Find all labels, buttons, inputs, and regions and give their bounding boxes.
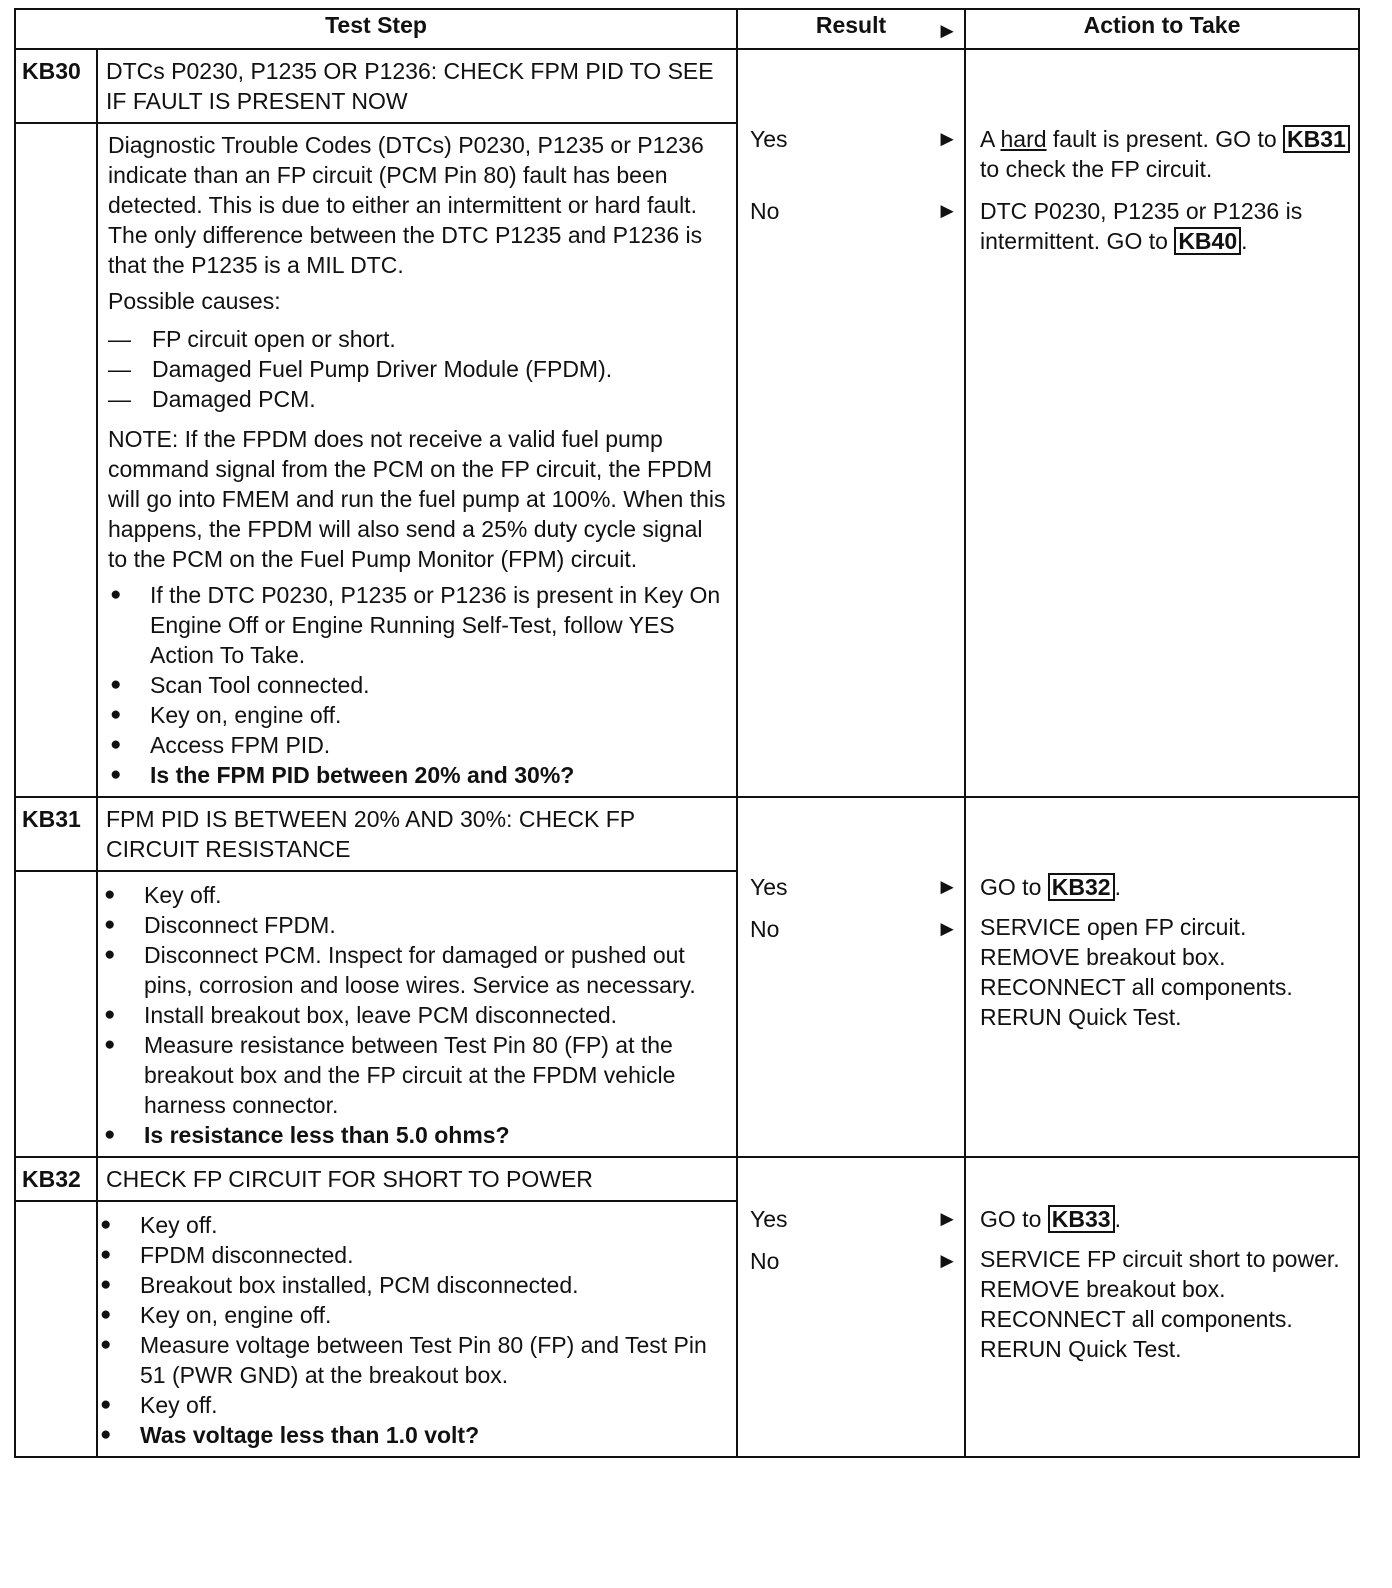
action-text: . xyxy=(1114,1206,1121,1232)
action-cell-kb30 xyxy=(965,49,1359,797)
action-text: . xyxy=(1114,874,1121,900)
action-text: . xyxy=(1241,228,1248,254)
list-item: ● Key off. xyxy=(102,880,726,910)
arrow-right-icon: ► xyxy=(936,1206,959,1231)
result-no-label: No xyxy=(750,916,780,942)
result-yes-kb32 xyxy=(738,1204,964,1234)
result-no-kb30 xyxy=(738,196,964,226)
header-result-label: Result xyxy=(815,12,887,38)
action-cell-kb31 xyxy=(965,797,1359,1157)
procedure-list xyxy=(102,880,726,1150)
arrow-right-icon: ► xyxy=(936,18,959,43)
result-no-label: No xyxy=(750,198,780,224)
list-item: ● Install breakout box, leave PCM disconnected. xyxy=(102,1000,726,1030)
arrow-right-icon: ► xyxy=(936,198,959,223)
result-yes-kb30 xyxy=(738,124,964,154)
result-cell-kb32 xyxy=(737,1157,965,1457)
list-item: ● Measure resistance between Test Pin 80 (FP) at the breakout box and the FP circuit at the FPDM vehicle harness connector. xyxy=(102,1030,726,1120)
arrow-right-icon: ► xyxy=(936,916,959,941)
header-result xyxy=(737,9,965,49)
action-text: A xyxy=(980,126,995,152)
step-body-kb30 xyxy=(97,123,737,797)
action-cell-kb32 xyxy=(965,1157,1359,1457)
step-id-kb31: KB31 xyxy=(15,797,97,871)
step-ref-kb32[interactable]: KB32 xyxy=(1048,873,1115,901)
procedure-list xyxy=(108,580,726,790)
step-note: NOTE: If the FPDM does not receive a valid fuel pump command signal from the PCM on the FP circuit, the FPDM will go into FMEM and run the fuel pump at 100%. When this happens, the FPDM will also send a 25% duty cycle signal to the PCM on the Fuel Pump Monitor (FPM) circuit. xyxy=(108,426,726,572)
list-item: ● Key on, engine off. xyxy=(98,1300,726,1330)
list-item: ● Breakout box installed, PCM disconnected. xyxy=(98,1270,726,1300)
result-no-kb31 xyxy=(738,914,964,944)
action-text: GO to xyxy=(980,874,1042,900)
result-yes-label: Yes xyxy=(750,874,788,900)
step-question: ● Is resistance less than 5.0 ohms? xyxy=(102,1120,726,1150)
list-item: ● Key off. xyxy=(98,1210,726,1240)
result-no-label: No xyxy=(750,1248,780,1274)
action-text: DTC P0230, P1235 or P1236 is intermittent. GO to xyxy=(980,198,1303,254)
action-text: fault is present. GO to xyxy=(1052,126,1277,152)
result-yes-label: Yes xyxy=(750,1206,788,1232)
step-question: ● Is the FPM PID between 20% and 30%? xyxy=(108,760,726,790)
action-text-underlined: hard xyxy=(1000,126,1047,152)
action-text: GO to xyxy=(980,1206,1042,1232)
step-id-kb30: KB30 xyxy=(15,49,97,123)
action-text: to check the FP circuit. xyxy=(980,156,1213,182)
result-cell-kb30 xyxy=(737,49,965,797)
step-title-kb30: DTCs P0230, P1235 OR P1236: CHECK FPM PID TO SEE IF FAULT IS PRESENT NOW xyxy=(97,49,737,123)
step-ref-kb31[interactable]: KB31 xyxy=(1283,125,1350,153)
step-title-kb32: CHECK FP CIRCUIT FOR SHORT TO POWER xyxy=(97,1157,737,1201)
list-item: — Damaged PCM. xyxy=(108,384,726,414)
action-no-kb32: SERVICE FP circuit short to power. REMOVE breakout box. RECONNECT all components. RERUN Quick Test. xyxy=(980,1246,1340,1362)
list-item: ● Disconnect FPDM. xyxy=(102,910,726,940)
list-item: ● Disconnect PCM. Inspect for damaged or pushed out pins, corrosion and loose wires. Service as necessary. xyxy=(102,940,726,1000)
diagnostic-table xyxy=(14,8,1360,1458)
step-id-spacer xyxy=(15,871,97,1157)
action-yes-kb31 xyxy=(966,872,1358,912)
arrow-right-icon: ► xyxy=(936,874,959,899)
result-no-kb32 xyxy=(738,1246,964,1276)
list-item: ● Key on, engine off. xyxy=(108,700,726,730)
action-no-kb30 xyxy=(966,196,1358,256)
action-yes-kb30 xyxy=(966,124,1358,196)
causes-label: Possible causes: xyxy=(108,288,281,314)
header-action: Action to Take xyxy=(965,9,1359,49)
step-id-kb32: KB32 xyxy=(15,1157,97,1201)
step-ref-kb40[interactable]: KB40 xyxy=(1174,227,1241,255)
arrow-right-icon: ► xyxy=(936,126,959,151)
arrow-right-icon: ► xyxy=(936,1248,959,1273)
list-item: ● Key off. xyxy=(98,1390,726,1420)
step-body-kb31 xyxy=(97,871,737,1157)
step-intro: Diagnostic Trouble Codes (DTCs) P0230, P1235 or P1236 indicate than an FP circuit (PCM Pin 80) fault has been detected. This is due to either an intermittent or hard fault. The only difference between the DTC P1235 and P1236 is that the P1235 is a MIL DTC. xyxy=(108,132,704,278)
header-test-step: Test Step xyxy=(15,9,737,49)
step-id-spacer xyxy=(15,123,97,797)
step-body-kb32 xyxy=(97,1201,737,1457)
step-kb31-title-row xyxy=(15,797,1359,871)
step-id-spacer xyxy=(15,1201,97,1457)
result-yes-label: Yes xyxy=(750,126,788,152)
action-yes-kb32 xyxy=(966,1204,1358,1244)
result-yes-kb31 xyxy=(738,872,964,902)
step-ref-kb33[interactable]: KB33 xyxy=(1048,1205,1115,1233)
list-item: ● Measure voltage between Test Pin 80 (FP) and Test Pin 51 (PWR GND) at the breakout box. xyxy=(98,1330,726,1390)
table-header xyxy=(15,9,1359,49)
step-title-kb31: FPM PID IS BETWEEN 20% AND 30%: CHECK FP CIRCUIT RESISTANCE xyxy=(97,797,737,871)
action-no-kb31: SERVICE open FP circuit. REMOVE breakout box. RECONNECT all components. RERUN Quick Test. xyxy=(980,914,1293,1030)
causes-list xyxy=(108,324,726,414)
step-question: ● Was voltage less than 1.0 volt? xyxy=(98,1420,726,1450)
list-item: ● If the DTC P0230, P1235 or P1236 is present in Key On Engine Off or Engine Running Self-Test, follow YES Action To Take. xyxy=(108,580,726,670)
list-item: ● FPDM disconnected. xyxy=(98,1240,726,1270)
result-cell-kb31 xyxy=(737,797,965,1157)
list-item: ● Access FPM PID. xyxy=(108,730,726,760)
list-item: — Damaged Fuel Pump Driver Module (FPDM). xyxy=(108,354,726,384)
list-item: — FP circuit open or short. xyxy=(108,324,726,354)
step-kb32-title-row xyxy=(15,1157,1359,1201)
step-kb30-title-row xyxy=(15,49,1359,123)
procedure-list xyxy=(98,1210,726,1450)
list-item: ● Scan Tool connected. xyxy=(108,670,726,700)
